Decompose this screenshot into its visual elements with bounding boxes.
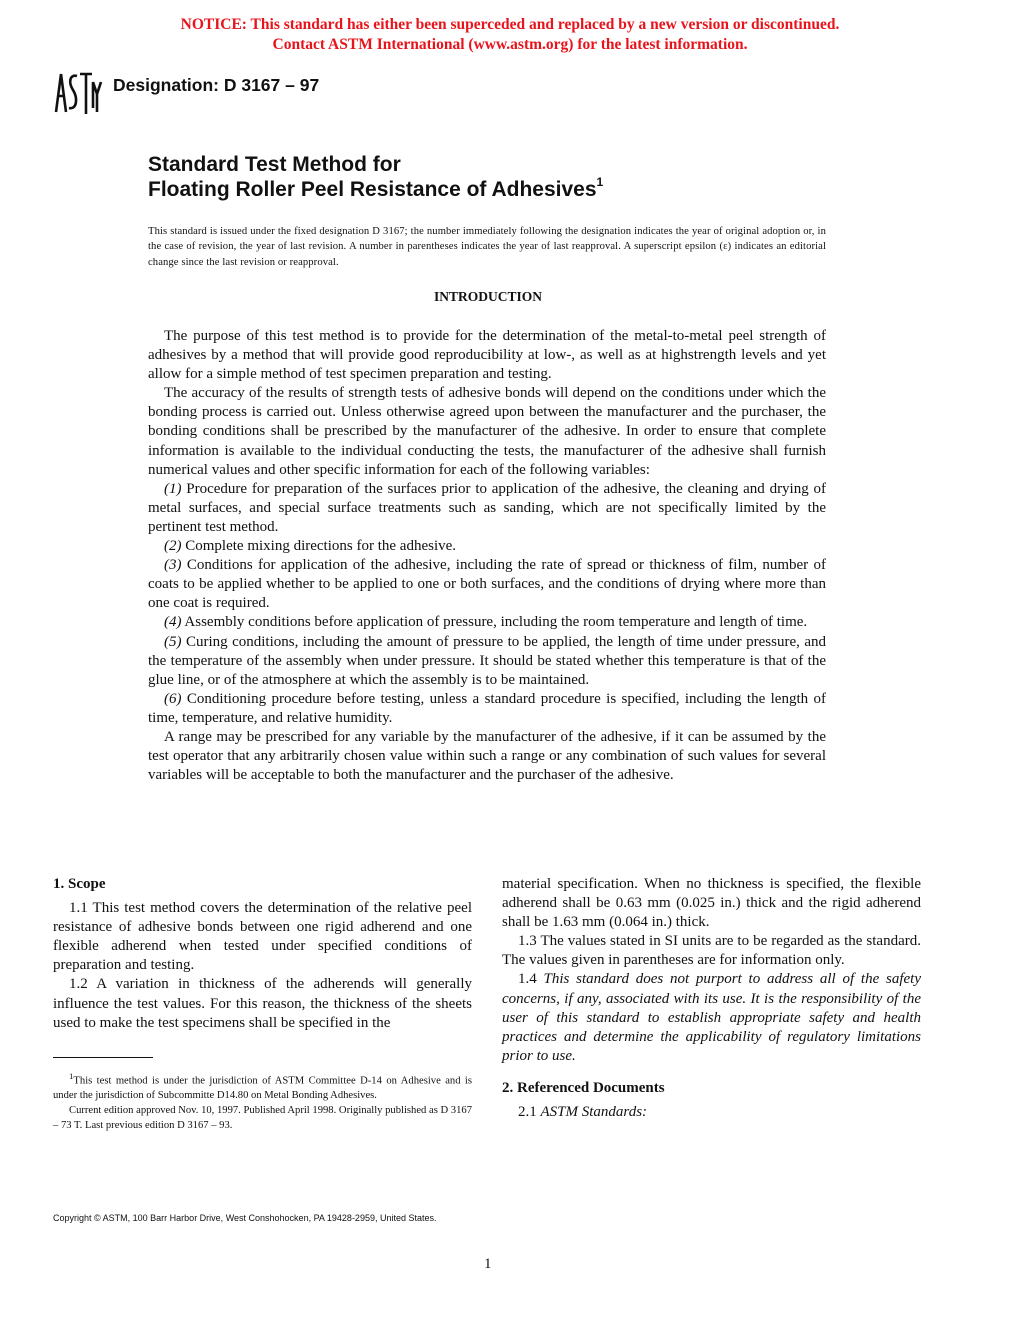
intro-list-item: (6) Conditioning procedure before testing, unless a standard procedure is specified, including the length of time, temperature, and relative humidity. (148, 690, 826, 726)
introduction-body (148, 327, 826, 785)
referenced-documents-heading: 2. Referenced Documents (502, 1079, 665, 1096)
section-1-1: 1.1 This test method covers the determination of the relative peel resistance of adhesive bonds between one rigid adherend and one flexible adherend when tested under specified conditions of preparation and testing. (53, 900, 472, 974)
section-1-4: 1.4 This standard does not purport to address all of the safety concerns, if any, associated with its use. It is the responsibility of the user of this standard to establish appropriate safety and health practices and determine the applicability of regulatory limitations prior to use. (502, 971, 922, 1064)
notice-line-1: NOTICE: This standard has either been superceded and replaced by a new version or discontinued. (180, 16, 840, 33)
intro-list-item: (3) Conditions for application of the adhesive, including the rate of spread or thickness of film, number of coats to be applied whether to be applied to one or both surfaces, and the conditions of drying where more than one coat is required. (148, 557, 826, 612)
scope-heading: 1. Scope (53, 876, 106, 892)
intro-paragraph: The purpose of this test method is to provide for the determination of the metal-to-metal peel strength of adhesives by a method that will provide good reproducibility at low-, as well as at highstrength levels and yet allow for a simple method of test specimen preparation and testing. (148, 328, 826, 383)
astm-logo-icon (53, 68, 103, 118)
section-1-2-cont: material specification. When no thickness is specified, the flexible adherend shall be 0.63 mm (0.025 in.) thick and the rigid adherend shall be 1.63 mm (0.064 in.) thick. (502, 876, 921, 931)
title-line-2 (148, 175, 604, 202)
page-number: 1 (484, 1256, 492, 1272)
title-line-1: Standard Test Method for (148, 153, 401, 176)
right-column (502, 875, 921, 1122)
intro-paragraph: The accuracy of the results of strength tests of adhesive bonds will depend on the conditions under which the bonding process is carried out. Unless otherwise agreed upon between the manufacturer and the purchaser, the bonding conditions shall be prescribed by the manufacturer of the adhesive. In order to ensure that complete information is available to the individual conducting the tests, the manufacturer of the adhesive shall furnish numerical values and other specific information for each of the following variables: (148, 385, 826, 478)
section-1-2: 1.2 A variation in thickness of the adherends will generally influence the test values. For this reason, the thickness of the sheets used to make the test specimens shall be specified in the (53, 976, 472, 1031)
designation: Designation: D 3167 – 97 (113, 75, 320, 95)
intro-paragraph: A range may be prescribed for any variable by the manufacturer of the adhesive, if it can be assumed by the test operator that any arbitrarily chosen value within such a range or any combination of such values for several variables will be acceptable to both the manufacturer and the purchaser of the adhesive. (148, 728, 826, 784)
title-text: Floating Roller Peel Resistance of Adhesives (148, 178, 597, 201)
left-column (53, 875, 472, 1033)
intro-list-item: (1) Procedure for preparation of the surfaces prior to application of the adhesive, the cleaning and drying of metal surfaces, and special surface treatments such as sanding, which are not specifically limited by the pertinent test method. (148, 480, 826, 535)
title-footnote-mark: 1 (596, 175, 604, 189)
footnotes (53, 1069, 472, 1134)
notice-line-2: Contact ASTM International (www.astm.org) for the latest information. (272, 36, 748, 53)
intro-list-item: (5) Curing conditions, including the amount of pressure to be applied, the length of time under pressure, and the temperature of the assembly when under pressure. It should be stated whether this temperature is that of the glue line, or of the atmosphere at which the assembly is to be maintained. (148, 633, 826, 688)
footnote-divider (53, 1057, 153, 1058)
footnote-1: $^1$This test method is under the jurisdiction of ASTM Committee D-14 on Adhesive and is under the jurisdiction of Subcommitte D14.80 on Metal Bonding Adhesives. (53, 1071, 472, 1102)
intro-list-item: (4) Assembly conditions before application of pressure, including the room temperature and length of time. (164, 614, 808, 631)
preface: This standard is issued under the fixed designation D 3167; the number immediately following the designation indicates the year of original adoption or, in the case of revision, the year of last revision. A number in parentheses indicates the year of last reapproval. A superscript epsilon (ε) indicates an editorial change since the last revision or reapproval. (148, 226, 826, 268)
footnote-1-edition: Current edition approved Nov. 10, 1997. Published April 1998. Originally published as D 3167 – 73 T. Last previous edition D 3167 – 93. (53, 1105, 472, 1131)
section-2-1: 2.1 ASTM Standards: (518, 1104, 648, 1121)
copyright: Copyright © ASTM, 100 Barr Harbor Drive, West Conshohocken, PA 19428-2959, United States. (53, 1213, 437, 1223)
section-1-3: 1.3 The values stated in SI units are to be regarded as the standard. The values given in parentheses are for information only. (502, 933, 921, 969)
intro-list-item: (2) Complete mixing directions for the adhesive. (164, 538, 457, 555)
introduction-heading: INTRODUCTION (433, 289, 542, 304)
